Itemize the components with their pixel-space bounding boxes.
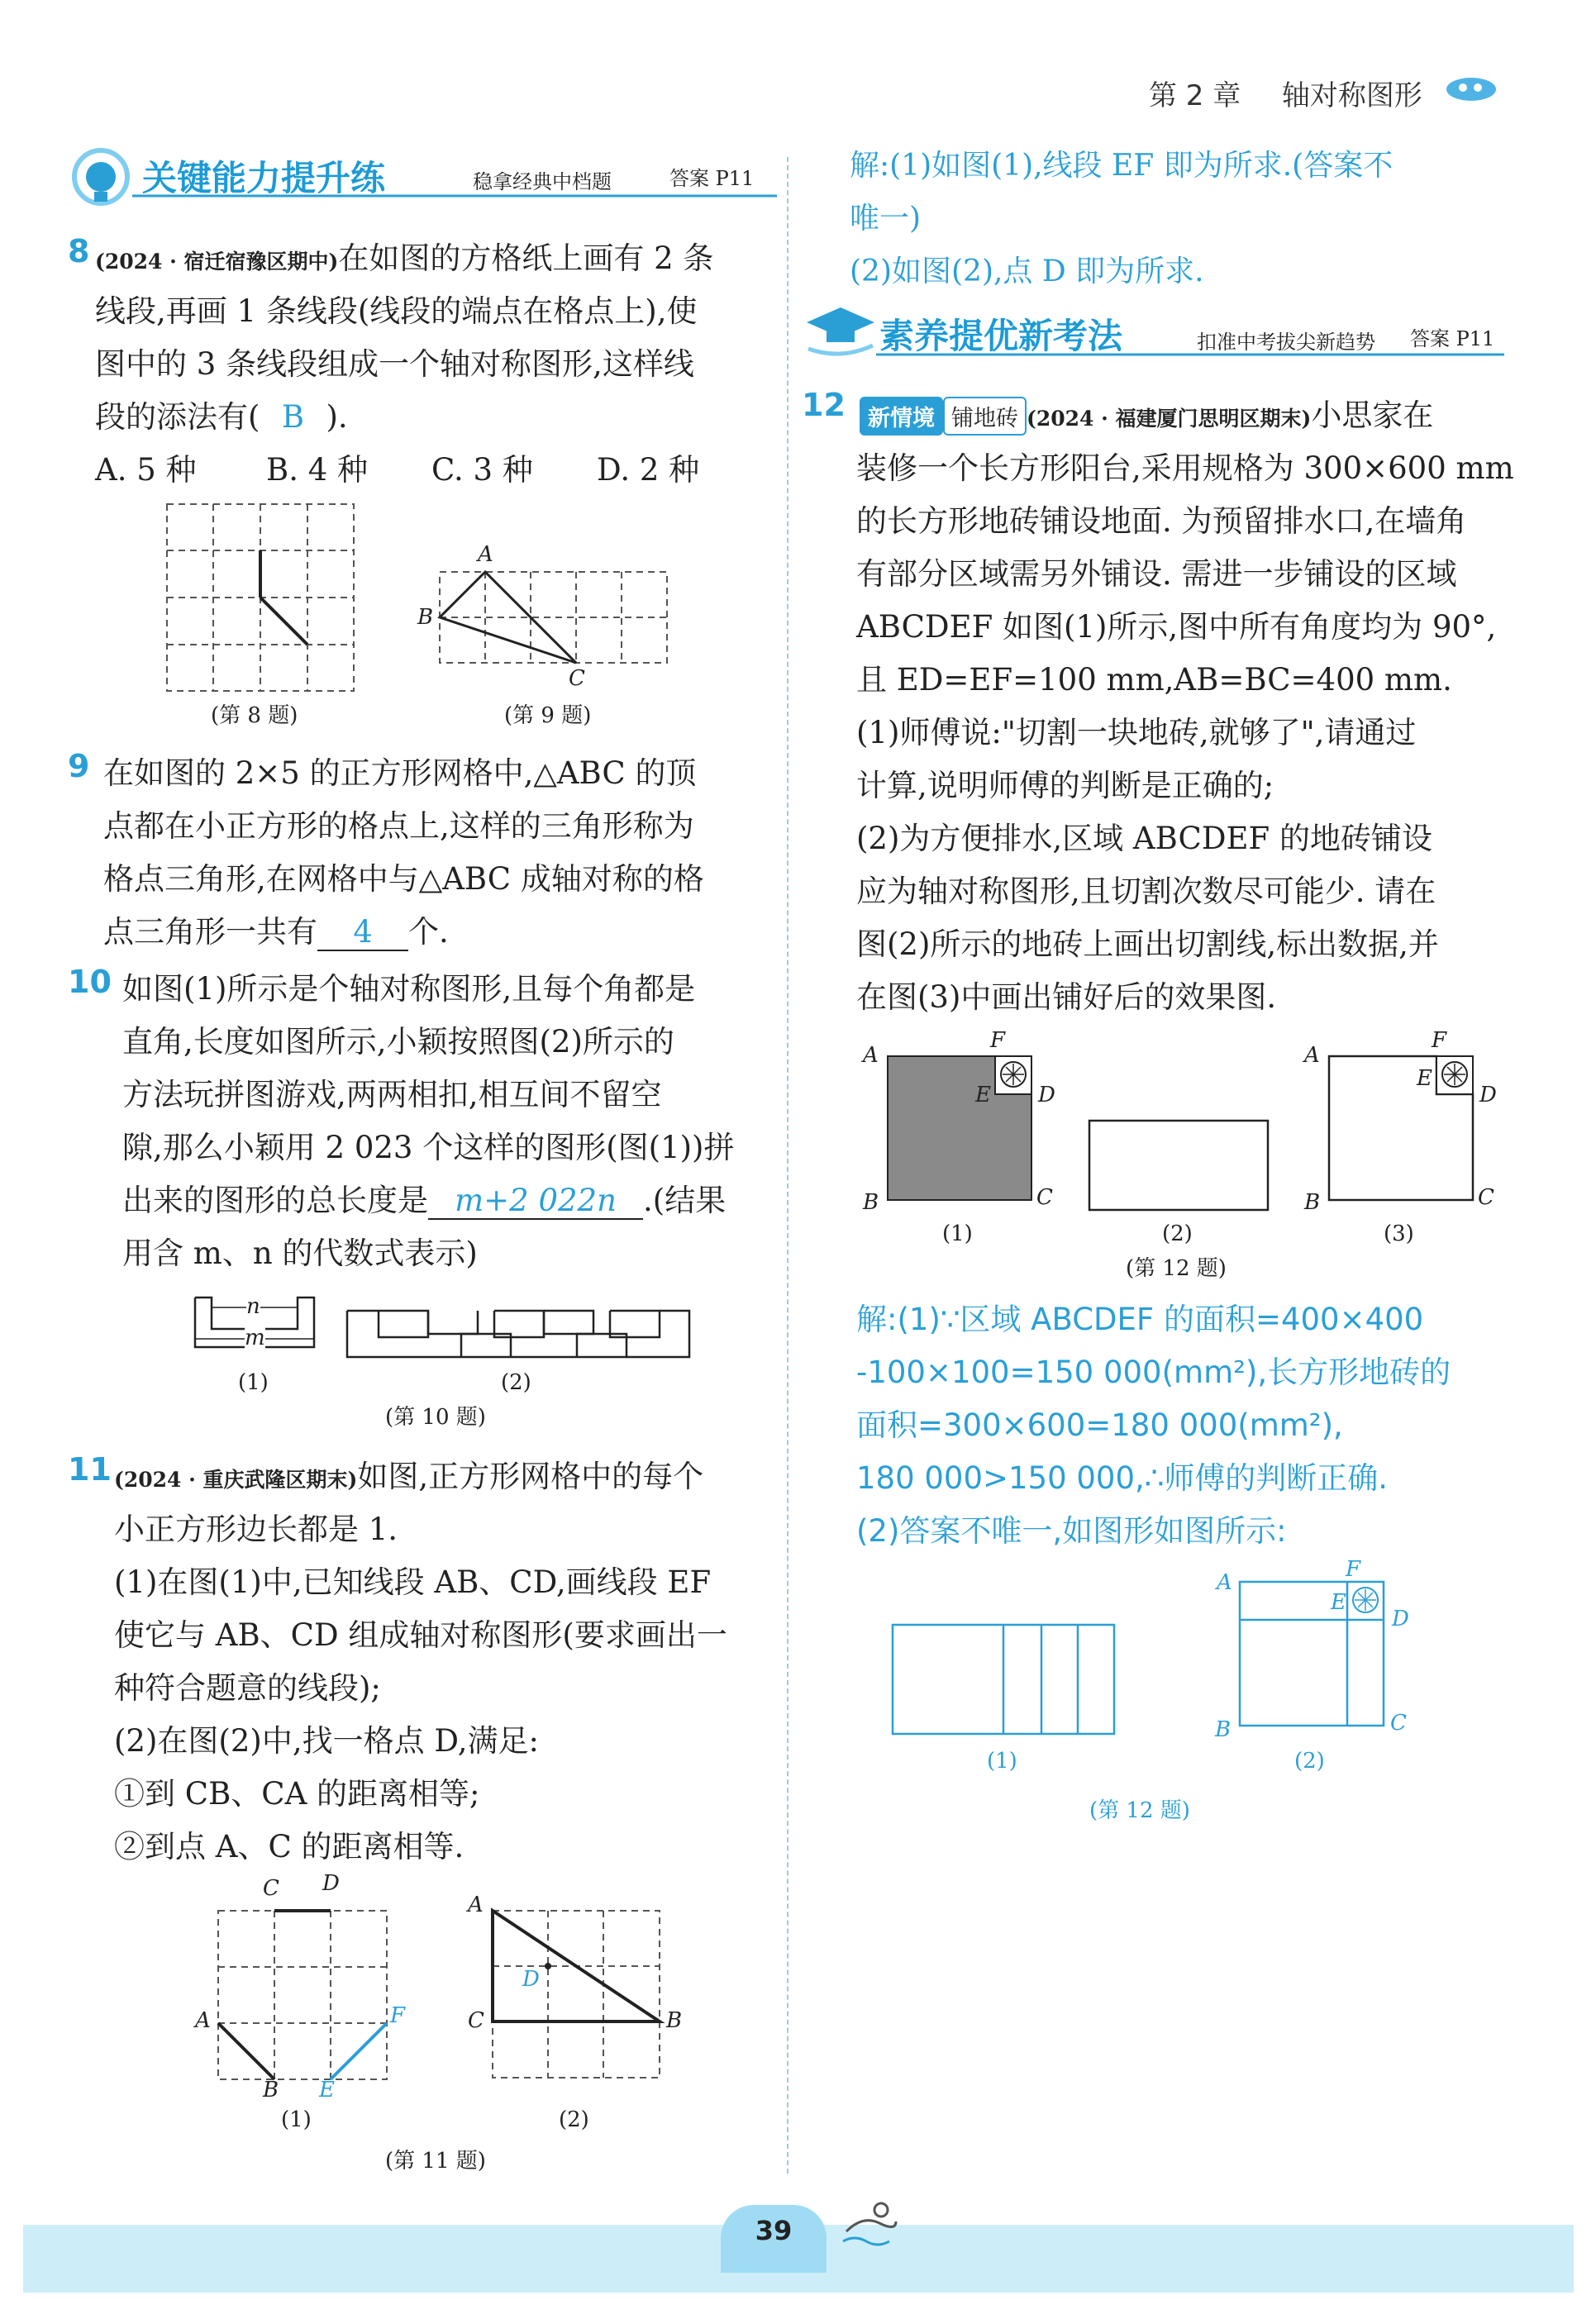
- q11-line3: (1)在图(1)中,已知线段 AB、CD,画线段 EF: [114, 1564, 712, 1600]
- right-section-title: 素养提优新考法: [879, 316, 1123, 356]
- q12-ans-label-b: B: [1215, 1717, 1232, 1742]
- q11-f1-label-d: D: [322, 1871, 340, 1896]
- q11-answer-line2: 唯一): [850, 202, 922, 236]
- q9-answer: 4: [317, 914, 408, 951]
- q12-answer-line5: (2)答案不唯一,如图形如图所示:: [856, 1513, 1287, 1549]
- q9-number: 9: [68, 748, 90, 784]
- q8-line4: 段的添法有( B ).: [95, 399, 348, 435]
- q10-line4: 隙,那么小颖用 2 023 个这样的图形(图(1))拼: [122, 1130, 735, 1165]
- q12-f1-label-e: E: [975, 1083, 991, 1107]
- q8-line3: 图中的 3 条线段组成一个轴对称图形,这样线: [95, 346, 694, 382]
- q12-badge-new-context: 新情境: [860, 397, 943, 436]
- q11-f1-label-f: F: [390, 2003, 406, 2028]
- header-mascot-icon: [1438, 66, 1504, 107]
- q9-label-a: A: [478, 542, 493, 567]
- right-section-underline: [876, 350, 1504, 359]
- q12-line4: ABCDEF 如图(1)所示,图中所有角度均为 90°,: [856, 609, 1497, 645]
- q8-caption: (第 8 题): [211, 703, 298, 728]
- q12-line3: 有部分区域需另外铺设. 需进一步铺设的区域: [856, 556, 1457, 592]
- chapter-header: [1149, 73, 1422, 113]
- q8-line1: [95, 233, 713, 278]
- q10-label-m: m: [245, 1326, 265, 1350]
- q11-line7: ①到 CB、CA 的距离相等;: [114, 1776, 480, 1812]
- q12-line6: (1)师傅说:"切割一块地砖,就够了",请通过: [856, 715, 1417, 750]
- q9-line2: 点都在小正方形的格点上,这样的三角形称为: [103, 808, 694, 844]
- q8-option-b: B. 4 种: [266, 452, 369, 488]
- q12-line2: 的长方形地砖铺设地面. 为预留排水口,在墙角: [856, 503, 1467, 539]
- q9-line4: 点三角形一共有 4 个.: [103, 914, 449, 950]
- q11-figure1: [217, 1909, 390, 2083]
- q12-answer-line4: 180 000>150 000,∴师傅的判断正确.: [856, 1460, 1389, 1496]
- q8-line2: 线段,再画 1 条线段(线段的端点在格点上),使: [95, 293, 698, 329]
- q12-number: 12: [802, 387, 846, 423]
- q10-caption: (第 10 题): [385, 1405, 486, 1430]
- q9-caption: (第 9 题): [504, 703, 592, 728]
- q11-answer-line3: (2)如图(2),点 D 即为所求.: [850, 255, 1204, 288]
- q8-figure: [165, 502, 357, 694]
- q12-f1-label-b: B: [863, 1190, 879, 1215]
- chapter-topic: 轴对称图形: [1281, 79, 1422, 112]
- q12-answer-line3: 面积=300×600=180 000(mm²),: [856, 1407, 1343, 1443]
- q11-f1-label-a: A: [195, 2008, 211, 2033]
- q12-fig1-caption: (1): [942, 1221, 973, 1246]
- q12-f3-label-c: C: [1478, 1185, 1494, 1210]
- column-divider: [787, 157, 788, 2174]
- q9-line1: 在如图的 2×5 的正方形网格中,△ABC 的顶: [103, 755, 697, 791]
- q11-f1-label-b: B: [263, 2078, 279, 2102]
- q12-answer-fig2-caption: (2): [1294, 1749, 1325, 1774]
- q12-figure3: [1327, 1055, 1476, 1203]
- q12-ans-label-e: E: [1331, 1590, 1346, 1615]
- q9-label-c: C: [569, 666, 585, 691]
- q10-fig2-caption: (2): [501, 1370, 531, 1395]
- q11-line8: ②到点 A、C 的距离相等.: [114, 1829, 465, 1864]
- q11-line6: (2)在图(2)中,找一格点 D,满足:: [114, 1723, 539, 1759]
- q11-f2-label-b: B: [666, 2008, 683, 2033]
- left-section-answer-ref: 答案 P11: [669, 167, 755, 190]
- q11-f1-label-c: C: [263, 1876, 279, 1901]
- q12-caption: (第 12 题): [1126, 1256, 1227, 1281]
- q12-answer-figure1: [891, 1623, 1116, 1736]
- q12-line5: 且 ED=EF=100 mm,AB=BC=400 mm.: [856, 662, 1452, 698]
- q12-answer-caption: (第 12 题): [1089, 1798, 1190, 1823]
- q12-ans-label-a: A: [1217, 1570, 1232, 1595]
- q12-f1-label-f: F: [990, 1028, 1006, 1053]
- q11-f2-label-d: D: [522, 1967, 540, 1992]
- bulb-icon: [68, 145, 134, 212]
- q12-ans-label-f: F: [1346, 1557, 1361, 1582]
- q12-figure2: [1088, 1119, 1270, 1212]
- q12-figure1: [886, 1055, 1035, 1203]
- q12-f1-label-d: D: [1038, 1083, 1055, 1107]
- q10-line6: 用含 m、n 的代数式表示): [122, 1236, 478, 1271]
- q12-answer-line2: -100×100=150 000(mm²),长方形地砖的: [856, 1355, 1451, 1390]
- q10-line3: 方法玩拼图游戏,两两相扣,相互间不留空: [122, 1077, 662, 1112]
- q12-line0: 新情境 铺地砖 (2024 · 福建厦门思明区期末)小思家在: [860, 390, 1433, 436]
- q10-label-n: n: [246, 1294, 260, 1319]
- q8-source: (2024 · 宿迁宿豫区期中): [95, 250, 339, 274]
- q10-figure2: [345, 1309, 693, 1360]
- q12-source: (2024 · 福建厦门思明区期末): [1027, 407, 1312, 431]
- q11-figure2: [491, 1909, 661, 2079]
- q9-line3: 格点三角形,在网格中与△ABC 成轴对称的格: [103, 861, 704, 897]
- q8-option-c: C. 3 种: [431, 452, 533, 488]
- q10-line5: 出来的图形的总长度是 m+2 022n .(结果: [122, 1183, 727, 1218]
- q12-f3-label-b: B: [1304, 1190, 1321, 1215]
- q9-label-b: B: [417, 605, 434, 630]
- left-section-subtitle: 稳拿经典中档题: [473, 170, 612, 193]
- q8-option-d: D. 2 种: [597, 452, 700, 488]
- q12-answer-line1: 解:(1)∵区域 ABCDEF 的面积=400×400: [856, 1302, 1424, 1337]
- q11-line2: 小正方形边长都是 1.: [114, 1512, 398, 1547]
- q12-f3-label-f: F: [1432, 1028, 1447, 1053]
- q11-fig2-caption: (2): [559, 2107, 589, 2132]
- q12-line10: 图(2)所示的地砖上画出切割线,标出数据,并: [856, 926, 1439, 962]
- q8-answer: B: [281, 399, 305, 435]
- q11-line5: 种符合题意的线段);: [114, 1670, 381, 1706]
- q12-f1-label-a: A: [863, 1043, 879, 1068]
- q12-f3-label-a: A: [1304, 1043, 1320, 1068]
- q9-figure: [438, 570, 669, 664]
- q11-fig1-caption: (1): [281, 2107, 312, 2132]
- q12-line9: 应为轴对称图形,且切割次数尽可能少. 请在: [856, 874, 1436, 909]
- q12-line8: (2)为方便排水,区域 ABCDEF 的地砖铺设: [856, 821, 1432, 856]
- q11-f1-label-e: E: [319, 2078, 335, 2102]
- page-number: 39: [755, 2215, 793, 2246]
- graduation-cap-icon: [805, 302, 876, 355]
- q10-line2: 直角,长度如图所示,小颖按照图(2)所示的: [122, 1024, 674, 1060]
- q12-answer-figure2: [1238, 1580, 1387, 1729]
- q10-answer: m+2 022n: [428, 1183, 643, 1220]
- q12-line11: 在图(3)中画出铺好后的效果图.: [856, 979, 1277, 1015]
- right-section-subtitle: 扣准中考拔尖新趋势: [1197, 331, 1375, 354]
- q12-f3-label-d: D: [1479, 1083, 1497, 1107]
- q12-fig3-caption: (3): [1384, 1221, 1414, 1246]
- q10-number: 10: [68, 964, 112, 1000]
- q11-line4: 使它与 AB、CD 组成轴对称图形(要求画出一: [114, 1617, 727, 1653]
- right-section-answer-ref: 答案 P11: [1410, 327, 1495, 350]
- q8-number: 8: [68, 233, 90, 269]
- q11-line1: (2024 · 重庆武隆区期末)如图,正方形网格中的每个: [114, 1459, 704, 1494]
- q11-number: 11: [68, 1451, 112, 1488]
- chapter-label: 第 2 章: [1149, 79, 1241, 112]
- q8-text1: 在如图的方格纸上画有 2 条: [338, 240, 714, 276]
- q12-fig2-caption: (2): [1162, 1221, 1193, 1246]
- footer-swimmer-icon: [838, 2198, 904, 2248]
- q12-ans-label-d: D: [1392, 1607, 1409, 1631]
- q11-source: (2024 · 重庆武隆区期末): [114, 1468, 358, 1492]
- q12-f1-label-c: C: [1036, 1185, 1053, 1210]
- q12-badge-tiling: 铺地砖: [943, 397, 1027, 436]
- q10-line1: 如图(1)所示是个轴对称图形,且每个角都是: [122, 971, 696, 1007]
- q8-option-a: A. 5 种: [95, 452, 197, 488]
- q11-caption: (第 11 题): [385, 2149, 486, 2174]
- q12-answer-fig1-caption: (1): [987, 1749, 1017, 1774]
- q12-line7: 计算,说明师傅的判断是正确的;: [856, 768, 1274, 803]
- left-section-title: 关键能力提升练: [142, 158, 386, 198]
- q11-answer-line1: 解:(1)如图(1),线段 EF 即为所求.(答案不: [850, 149, 1394, 183]
- q10-fig1-caption: (1): [238, 1370, 269, 1395]
- q11-f2-label-c: C: [468, 2008, 484, 2033]
- q12-ans-label-c: C: [1390, 1711, 1407, 1736]
- left-section-underline: [132, 192, 777, 200]
- q11-f2-label-a: A: [468, 1893, 484, 1917]
- q12-line1: 装修一个长方形阳台,采用规格为 300×600 mm: [856, 450, 1514, 486]
- q12-f3-label-e: E: [1417, 1066, 1432, 1091]
